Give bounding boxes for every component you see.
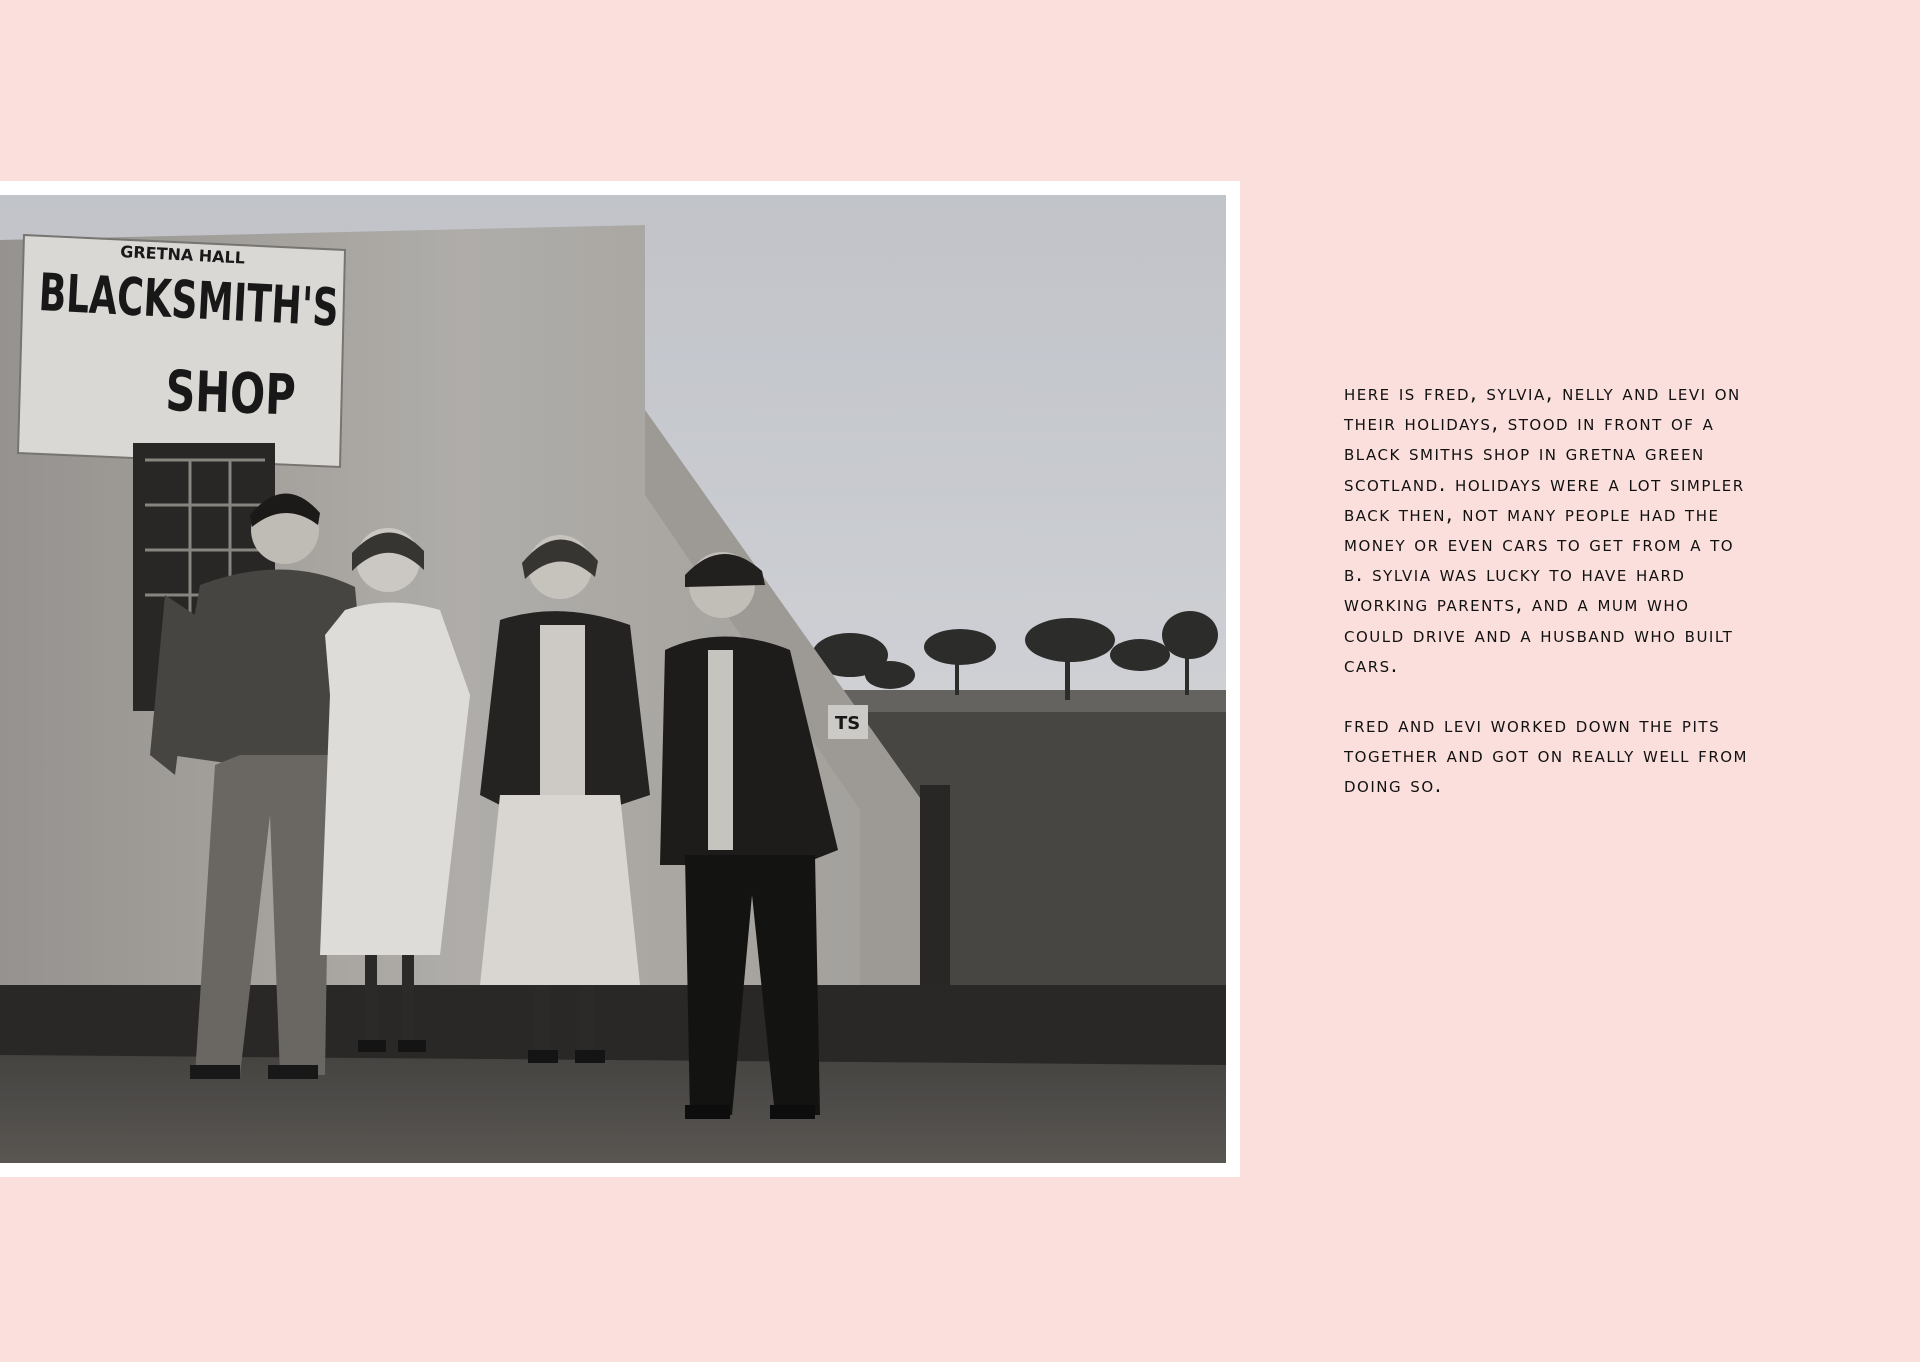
photo-illustration (0, 195, 1226, 1163)
sign-line-1: BLACKSMITH'S (37, 263, 473, 346)
vintage-photograph (0, 195, 1226, 1163)
photo-frame (0, 181, 1240, 1177)
sign-line-2: SHOP (164, 359, 343, 431)
caption-paragraph-2: fred and levi worked down the pits together and got on really well from doing so. (1344, 713, 1748, 798)
svg-text:TS: TS (835, 713, 861, 734)
sign-top-line: GRETNA HALL (119, 242, 246, 268)
caption-paragraph-1: here is fred, sylvia, nelly and levi on their holidays, stood in front of a black smiths shop in gretna green scotland. holidays were a lot simpler back then, not many people had the money or even cars to get from a to b. sylvia was lucky to have hard working parents, and a mum who could drive and a husband who built cars. (1344, 381, 1745, 677)
caption-text-block (1344, 378, 1754, 831)
